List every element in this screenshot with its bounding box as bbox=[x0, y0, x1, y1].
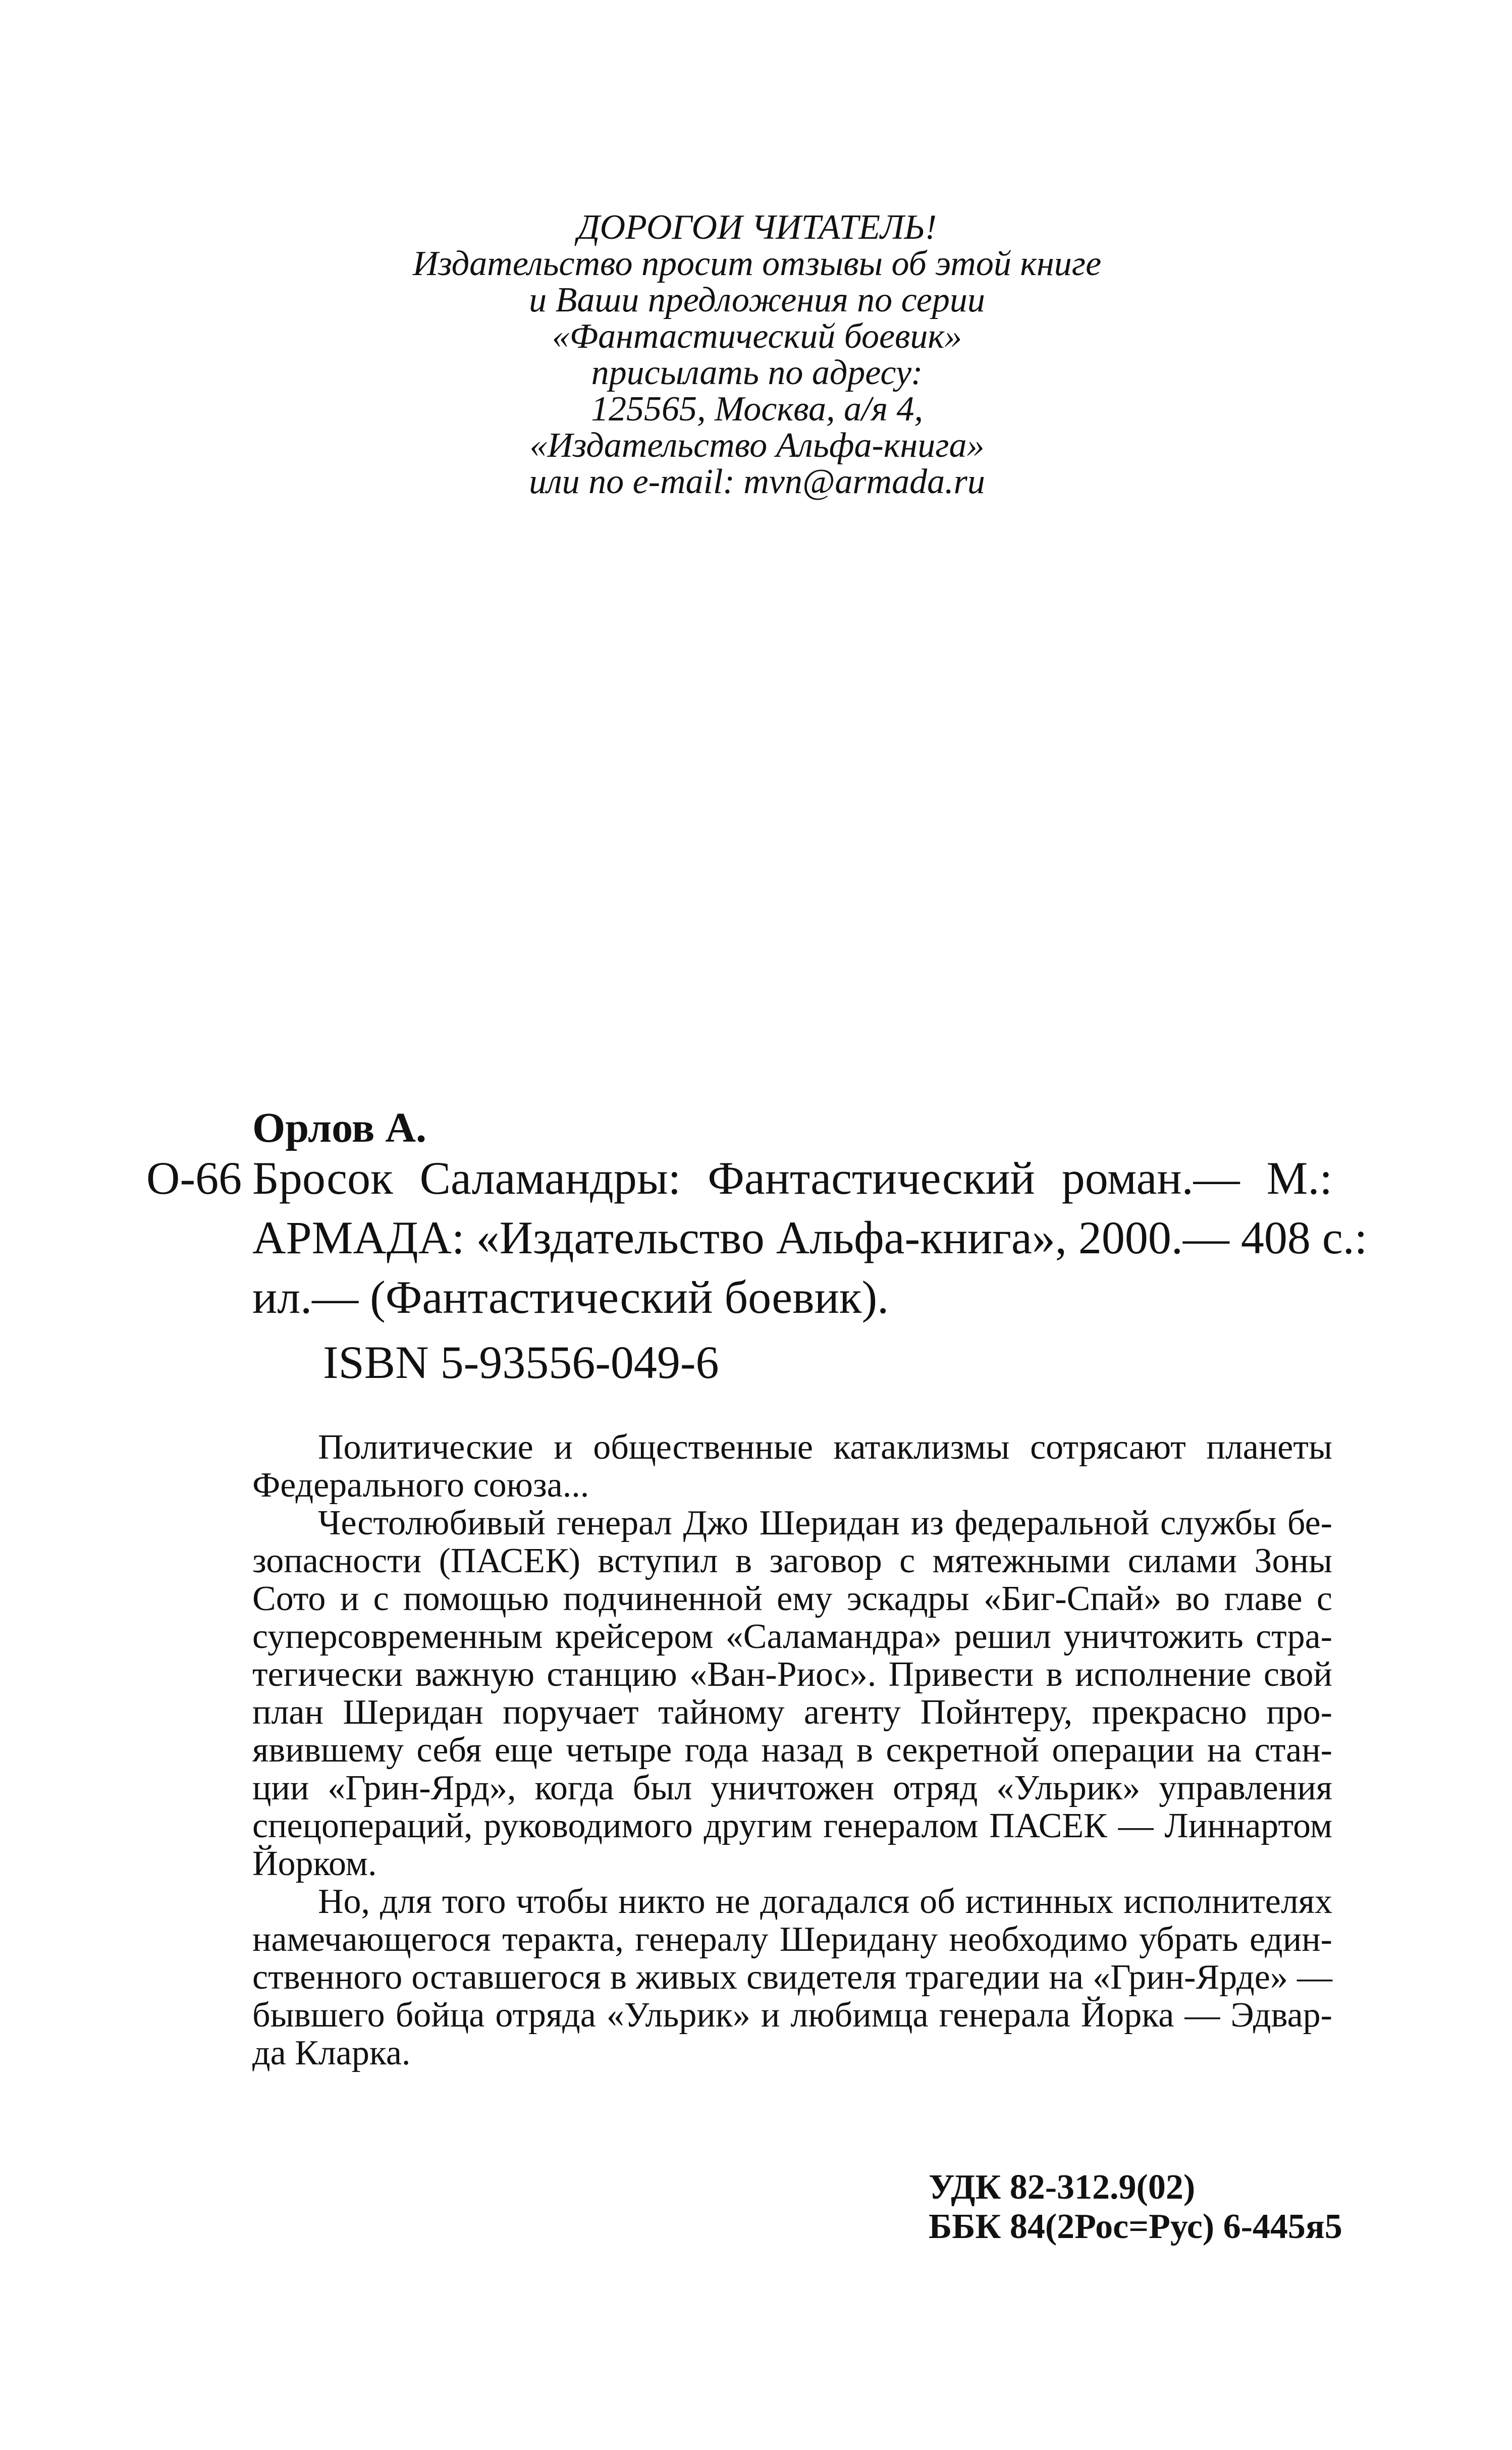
annotation-line: бывшего бойца отряда «Ульрик» и любимца генерала Йорка — Эдвар- bbox=[252, 1996, 1332, 2035]
isbn: ISBN 5-93556-049-6 bbox=[323, 1337, 719, 1388]
notice-line: «Издательство Альфа-книга» bbox=[529, 426, 985, 465]
annotation-line: Политические и общественные катаклизмы сотрясают планеты bbox=[318, 1428, 1332, 1467]
annotation-line: зопасности (ПАСЕК) вступил в заговор с мятежными силами Зоны bbox=[252, 1541, 1332, 1580]
notice-line: «Фантастический боевик» bbox=[552, 317, 962, 356]
annotation-line: явившему себя еще четыре года назад в секретной операции на стан- bbox=[252, 1731, 1332, 1770]
annotation-line: ции «Грин-Ярд», когда был уничтожен отряд «Ульрик» управления bbox=[252, 1769, 1332, 1807]
notice-email-line: или по e-mail: mvn@armada.ru bbox=[529, 462, 985, 501]
notice-line: 125565, Москва, а/я 4, bbox=[590, 390, 924, 429]
classification-codes bbox=[929, 2168, 1342, 2247]
annotation-line: суперсовременным крейсером «Саламандра» решил уничтожить стра- bbox=[252, 1617, 1332, 1656]
annotation-line: да Кларка. bbox=[252, 2034, 411, 2072]
notice-line: Издательство просит отзывы об этой книге bbox=[412, 244, 1102, 283]
notice-line: и Ваши предложения по серии bbox=[529, 281, 985, 319]
annotation-line: Честолюбивый генерал Джо Шеридан из федеральной службы бе- bbox=[318, 1504, 1332, 1542]
notice-line: присылать по адресу: bbox=[591, 353, 923, 392]
annotation-line: намечающегося теракта, генералу Шеридану необходимо убрать един- bbox=[252, 1920, 1332, 1959]
annotation-line: Федерального союза... bbox=[252, 1466, 589, 1505]
annotation-line: Но, для того чтобы никто не догадался об истинных исполнителях bbox=[318, 1882, 1332, 1921]
bibliographic-description bbox=[252, 1148, 1368, 1327]
annotation-line: ственного оставшегося в живых свидетеля трагедии на «Грин-Ярде» — bbox=[252, 1958, 1332, 1997]
bibliographic-line: Бросок Саламандры: Фантастический роман.— М.: bbox=[252, 1152, 1332, 1204]
bibliographic-line: АРМАДА: «Издательство Альфа-книга», 2000.— 408 с.: bbox=[252, 1212, 1368, 1263]
annotation-line: спецопераций, руководимого другим генералом ПАСЕК — Линнартом bbox=[252, 1806, 1332, 1845]
annotation-line: Сото и с помощью подчиненной ему эскадры «Биг-Спай» во главе с bbox=[252, 1579, 1332, 1618]
reader-notice bbox=[252, 209, 1262, 500]
annotation-line: план Шеридан поручает тайному агенту Пойнтеру, прекрасно про- bbox=[252, 1693, 1332, 1732]
library-code: О-66 bbox=[146, 1152, 242, 1204]
author-name: Орлов А. bbox=[252, 1104, 427, 1151]
annotation-line: тегически важную станцию «Ван-Риос». Привести в исполнение свой bbox=[252, 1655, 1332, 1694]
bbk-code: ББК 84(2Рос=Рус) 6-445я5 bbox=[929, 2207, 1342, 2246]
udk-code: УДК 82-312.9(02) bbox=[929, 2168, 1196, 2207]
notice-heading: ДОРОГОИ ЧИТАТЕЛЬ! bbox=[577, 208, 937, 247]
bibliographic-line: ил.— (Фантастический боевик). bbox=[252, 1271, 889, 1323]
annotation-line: Йорком. bbox=[252, 1844, 377, 1883]
annotation bbox=[252, 1428, 1332, 2072]
